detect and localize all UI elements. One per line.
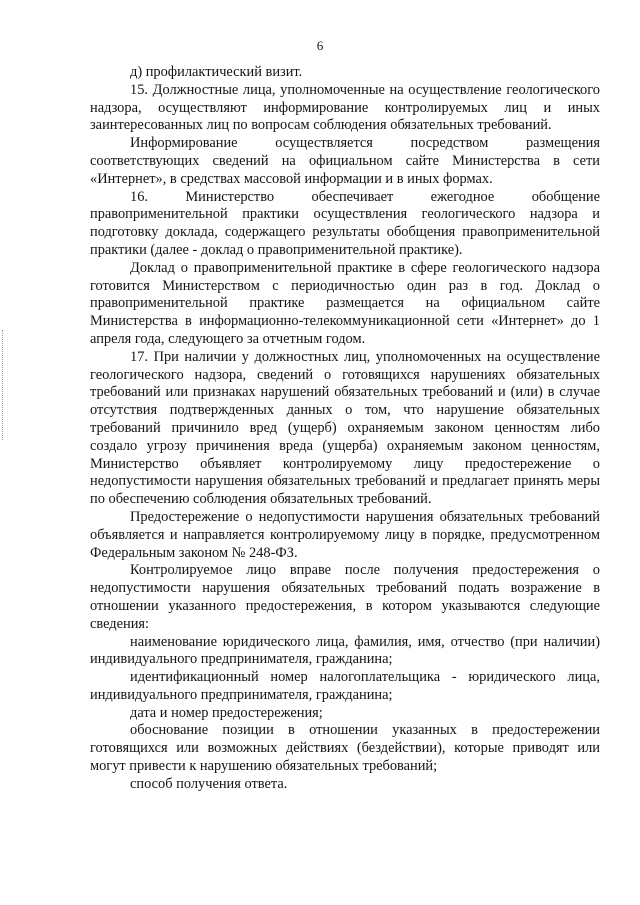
page-number: 6 bbox=[316, 38, 324, 53]
paragraph-11: дата и номер предостережения; bbox=[130, 704, 323, 721]
paragraph-3: Информирование осуществляется посредством размещения соответствующих сведений на официальном сайте Министерства в сети «Интернет», в средствах массовой информации и в иных формах. bbox=[90, 135, 600, 187]
paragraph-9: наименование юридического лица, фамилия, имя, отчество (при наличии) индивидуального предпринимателя, гражданина; bbox=[90, 633, 600, 668]
paragraph-1: д) профилактический визит. bbox=[130, 64, 303, 80]
paragraph-6: 17. При наличии у должностных лиц, уполномоченных на осуществление геологического надзора, сведений о готовящихся нарушениях обязательных требований или признаках нарушений обязательных требований и (или) в случае отсутствия подтвержденных данных о том, что нарушение обязательных требований причинило вред (ущерб) охраняемым законом ценностям либо создало угрозу причинения вреда (ущерба) охраняемым законом ценностям, Министерство объявляет контролируемому лицу предостережение о недопустимости нарушения обязательных требований и предлагает принять меры по обеспечению соблюдения обязательных требований. bbox=[90, 348, 600, 508]
document-body bbox=[90, 64, 600, 794]
paragraph-12: обоснование позиции в отношении указанных в предостережении готовящихся или возможных действиях (бездействии), которые приводят или могут привести к нарушению обязательных требований; bbox=[90, 722, 600, 775]
paragraph-4: 16. Министерство обеспечивает ежегодное обобщение правоприменительной практики осуществления геологического надзора и подготовку доклада, содержащего результаты обобщения правоприменительной практики (далее - доклад о правоприменительной практике). bbox=[90, 188, 600, 258]
paragraph-10: идентификационный номер налогоплательщика - юридического лица, индивидуального предпринимателя, гражданина; bbox=[90, 669, 600, 703]
paragraph-7: Предостережение о недопустимости нарушения обязательных требований объявляется и направляется контролируемому лицу в порядке, предусмотренном Федеральным законом № 248-ФЗ. bbox=[90, 508, 600, 561]
paragraph-8: Контролируемое лицо вправе после получения предостережения о недопустимости нарушения обязательных требований подать возражение в отношении указанного предостережения, в котором указываются следующие сведения: bbox=[90, 562, 600, 632]
paragraph-5: Доклад о правоприменительной практике в сфере геологического надзора готовится Министерством с периодичностью один раз в год. Доклад о правоприменительной практике размещается на официальном сайте Министерства в информационно-телекоммуникационной сети «Интернет» до 1 апреля года, следующего за отчетным годом. bbox=[90, 259, 600, 347]
paragraph-13: способ получения ответа. bbox=[130, 775, 288, 792]
paragraph-2: 15. Должностные лица, уполномоченные на осуществление геологического надзора, осуществляют информирование контролируемых лиц и иных заинтересованных лиц по вопросам соблюдения обязательных требований. bbox=[90, 81, 600, 134]
scan-edge-marks bbox=[2, 330, 5, 440]
